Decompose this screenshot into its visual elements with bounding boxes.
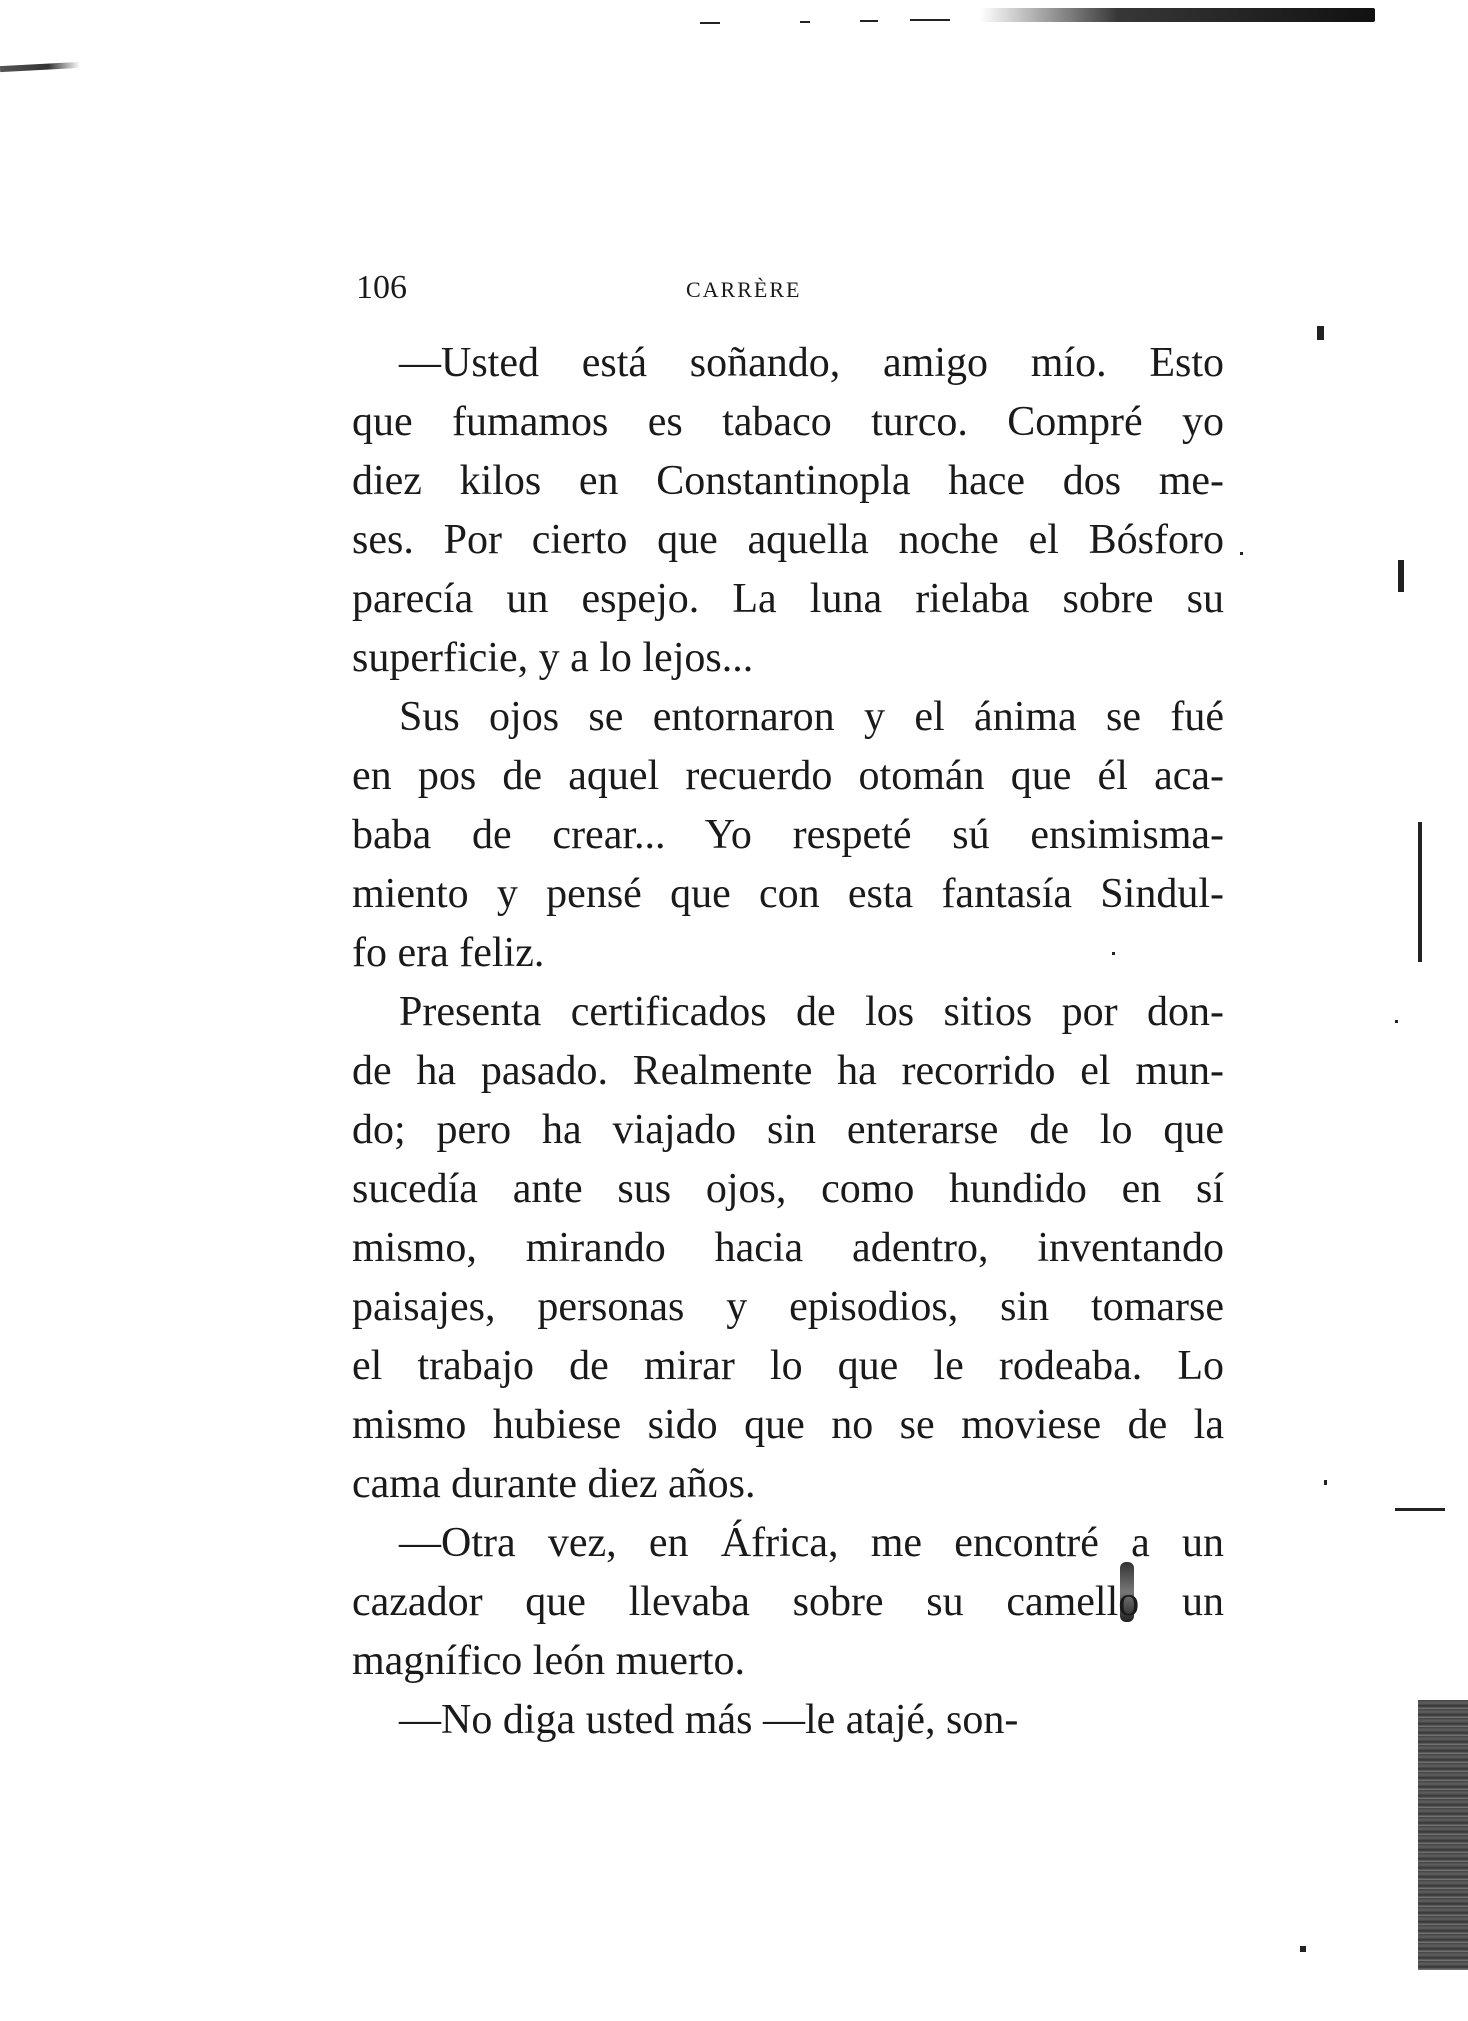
- scan-speck: [860, 20, 878, 22]
- text-line: magnífico león muerto.: [352, 1638, 746, 1684]
- text-line: miento y pensé que con esta fantasía Sindul-: [352, 871, 1224, 917]
- text-line: Sus ojos se entornaron y el ánima se fué: [399, 694, 1224, 740]
- text-line: —Otra vez, en África, me encontré a un: [399, 1520, 1224, 1566]
- scan-speck: [1395, 1508, 1445, 1511]
- text-line: mismo hubiese sido que no se moviese de la: [352, 1402, 1224, 1448]
- text-line: sucedía ante sus ojos, como hundido en sí: [352, 1166, 1224, 1212]
- text-line: Presenta certificados de los sitios por don-: [399, 989, 1224, 1035]
- text-line: diez kilos en Constantinopla hace dos me-: [352, 458, 1224, 504]
- text-line: en pos de aquel recuerdo otomán que él aca-: [352, 753, 1224, 799]
- running-head: [356, 268, 856, 308]
- text-line: que fumamos es tabaco turco. Compré yo: [352, 399, 1224, 445]
- scan-speck: [800, 21, 810, 23]
- scan-speck: [1324, 1480, 1327, 1485]
- scan-speck: [910, 19, 950, 21]
- paragraph: [352, 983, 1224, 1514]
- scan-speck: [1398, 560, 1404, 592]
- text-line: superficie, y a lo lejos...: [352, 635, 754, 681]
- scan-corner-mark: [0, 62, 80, 72]
- scan-speck: [1300, 1946, 1306, 1952]
- paragraph: [352, 334, 1224, 688]
- scan-speck: [1317, 326, 1324, 340]
- scan-speck: [1240, 552, 1243, 555]
- scan-speck: [700, 22, 720, 24]
- text-line: cama durante diez años.: [352, 1461, 756, 1507]
- text-line: ses. Por cierto que aquella noche el Bósforo: [352, 517, 1224, 563]
- scan-edge-noise: [1418, 1700, 1468, 1970]
- paragraph: [352, 1514, 1224, 1691]
- text-line: —No diga usted más —le atajé, son-: [399, 1697, 1019, 1743]
- text-line: paisajes, personas y episodios, sin tomarse: [352, 1284, 1224, 1330]
- text-line: parecía un espejo. La luna rielaba sobre su: [352, 576, 1224, 622]
- text-line: el trabajo de mirar lo que le rodeaba. Lo: [352, 1343, 1224, 1389]
- scan-margin-line: [1418, 822, 1422, 962]
- body-text: [352, 334, 1224, 1750]
- text-line: do; pero ha viajado sin enterarse de lo que: [352, 1107, 1224, 1153]
- text-line: de ha pasado. Realmente ha recorrido el mun-: [352, 1048, 1224, 1094]
- paragraph: [352, 1691, 1224, 1750]
- text-line: cazador que llevaba sobre su camello un: [352, 1579, 1224, 1625]
- text-line: fo era feliz.: [352, 930, 545, 976]
- paragraph: [352, 688, 1224, 983]
- text-line: baba de crear... Yo respeté sú ensimisma-: [352, 812, 1224, 858]
- scan-speck: [1395, 1020, 1398, 1023]
- page-number: 106: [356, 269, 407, 306]
- running-title: CARRÈRE: [686, 277, 802, 302]
- text-line: —Usted está soñando, amigo mío. Esto: [399, 340, 1224, 386]
- scan-edge-streak: [980, 8, 1375, 22]
- text-line: mismo, mirando hacia adentro, inventando: [352, 1225, 1224, 1271]
